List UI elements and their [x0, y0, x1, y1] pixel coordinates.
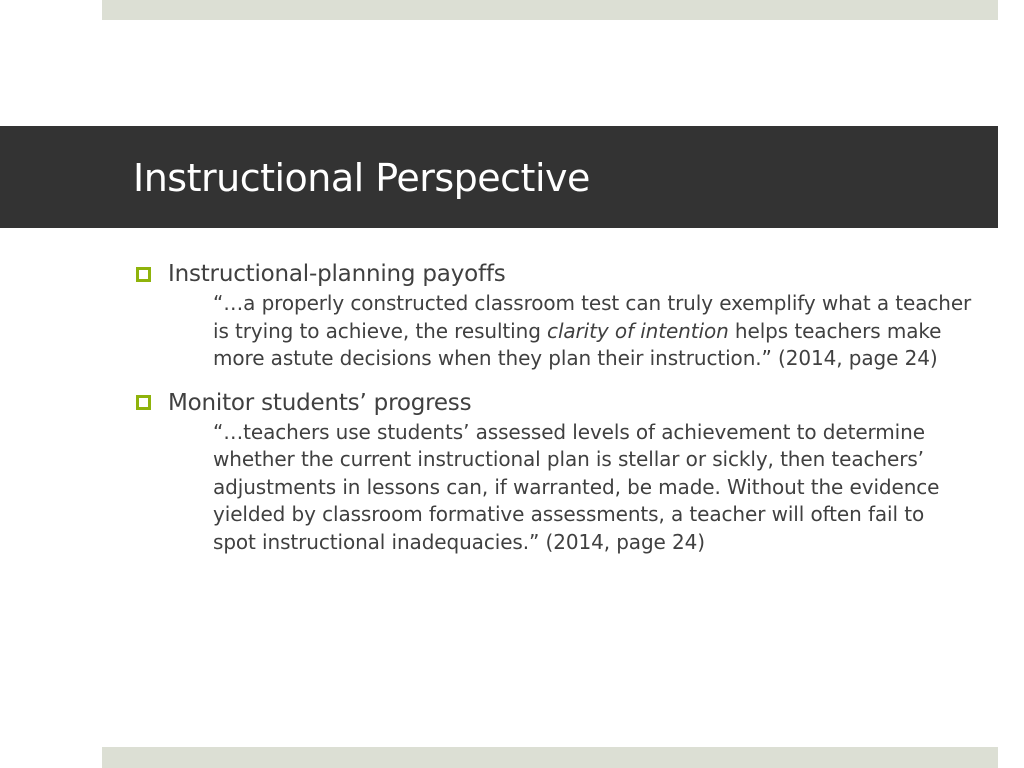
slide-title: Instructional Perspective [133, 156, 590, 200]
quote-text-part: helps teachers make more astute decisions when they plan their instruction.” (2014, page 24) [213, 318, 942, 370]
slide-content [136, 258, 976, 570]
bullet-label: Instructional-planning payoffs [168, 261, 506, 287]
bullet-item-planning [136, 258, 976, 373]
bullet-row [136, 387, 976, 419]
bullet-row [136, 258, 976, 290]
quote-emphasis: clarity of intention [547, 318, 729, 343]
top-decorative-band [102, 0, 998, 20]
square-bullet-icon [136, 267, 151, 282]
bottom-decorative-band [102, 747, 998, 768]
quote-text: “…teachers use students’ assessed levels of achievement to determine whether the current instructional plan is stellar or sickly, then teachers’ adjustments in lessons can, if warranted, be made. Without the evidence yielded by classroom formative assessments, a teacher will often fail to spot instructional inadequacies.” (2014, page 24) [213, 419, 940, 554]
bullet-item-monitor [136, 387, 976, 557]
square-bullet-icon [136, 395, 151, 410]
quote-text-part: “…a properly constructed classroom test can truly exemplify what a teacher is trying to achieve, the resulting [213, 291, 972, 343]
quote-text [213, 290, 973, 373]
bullet-label: Monitor students’ progress [168, 389, 472, 416]
